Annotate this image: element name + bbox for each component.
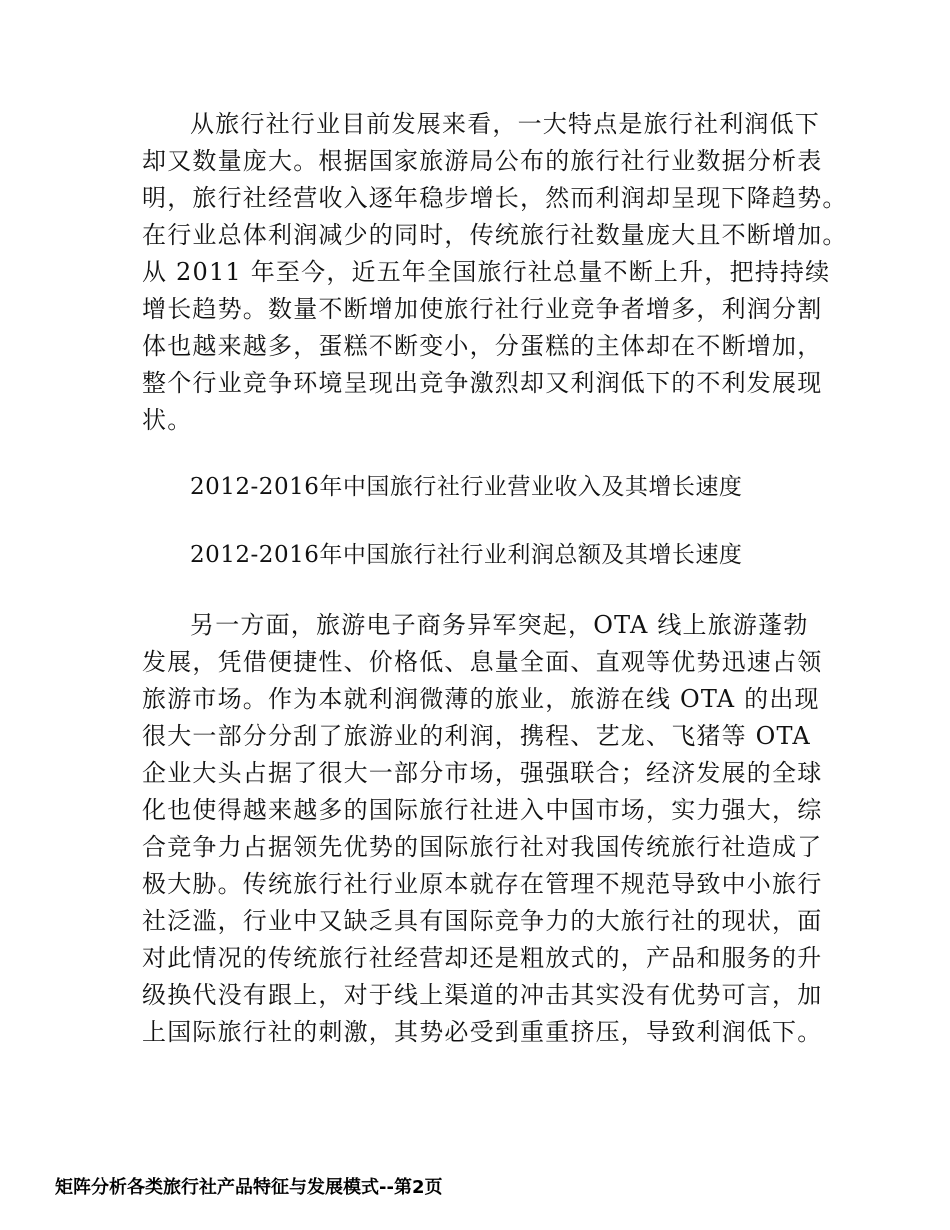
paragraph-2-line-2: 发展，凭借便捷性、价格低、息量全面、直观等优势迅速占领 [142,648,823,676]
paragraph-2-line-6: 化也使得越来越多的国际旅行社进入中国市场，实力强大，综 [142,796,823,824]
paragraph-1-line-2: 却又数量庞大。根据国家旅游局公布的旅行社行业数据分析表 [142,147,823,175]
paragraph-2-line-12: 上国际旅行社的刺激，其势必受到重重挤压，导致利润低下。 [142,1018,823,1046]
figure-caption-profit: 2012-2016年中国旅行社行业利润总额及其增长速度 [190,542,743,568]
paragraph-1-line-4: 在行业总体利润减少的同时，传统旅行社数量庞大且不断增加。 [142,221,848,249]
paragraph-1-line-8: 整个行业竞争环境呈现出竞争激烈却又利润低下的不利发展现 [142,369,823,397]
paragraph-1-line-9: 状。 [142,406,193,434]
paragraph-1-line-3: 明，旅行社经营收入逐年稳步增长，然而利润却呈现下降趋势。 [142,184,848,212]
paragraph-2-line-3: 旅游市场。作为本就利润微薄的旅业，旅游在线 OTA 的出现 [142,685,820,713]
paragraph-2-line-10: 对此情况的传统旅行社经营却还是粗放式的，产品和服务的升 [142,944,823,972]
paragraph-1-line-5: 从 2011 年至今，近五年全国旅行社总量不断上升，把持持续 [142,258,831,286]
paragraph-2-line-8: 极大胁。传统旅行社行业原本就存在管理不规范导致中小旅行 [142,870,823,898]
page-footer: 矩阵分析各类旅行社产品特征与发展模式--第2页 [55,1177,443,1198]
paragraph-1-line-6: 增长趋势。数量不断增加使旅行社行业竞争者增多，利润分割 [142,295,823,323]
paragraph-2-line-7: 合竞争力占据领先优势的国际旅行社对我国传统旅行社造成了 [142,833,823,861]
figure-caption-revenue: 2012-2016年中国旅行社行业营业收入及其增长速度 [190,474,743,500]
paragraph-2-line-1: 另一方面，旅游电子商务异军突起，OTA 线上旅游蓬勃 [190,611,809,639]
paragraph-2-line-5: 企业大头占据了很大一部分市场，强强联合；经济发展的全球 [142,759,823,787]
paragraph-1-line-7: 体也越来越多，蛋糕不断变小，分蛋糕的主体却在不断增加， [142,332,823,360]
paragraph-2-line-9: 社泛滥，行业中又缺乏具有国际竞争力的大旅行社的现状，面 [142,907,823,935]
paragraph-2-line-4: 很大一部分分刮了旅游业的利润，携程、艺龙、飞猪等 OTA [142,722,811,750]
paragraph-2-line-11: 级换代没有跟上，对于线上渠道的冲击其实没有优势可言，加 [142,981,823,1009]
paragraph-1-line-1: 从旅行社行业目前发展来看，一大特点是旅行社利润低下 [190,110,820,138]
